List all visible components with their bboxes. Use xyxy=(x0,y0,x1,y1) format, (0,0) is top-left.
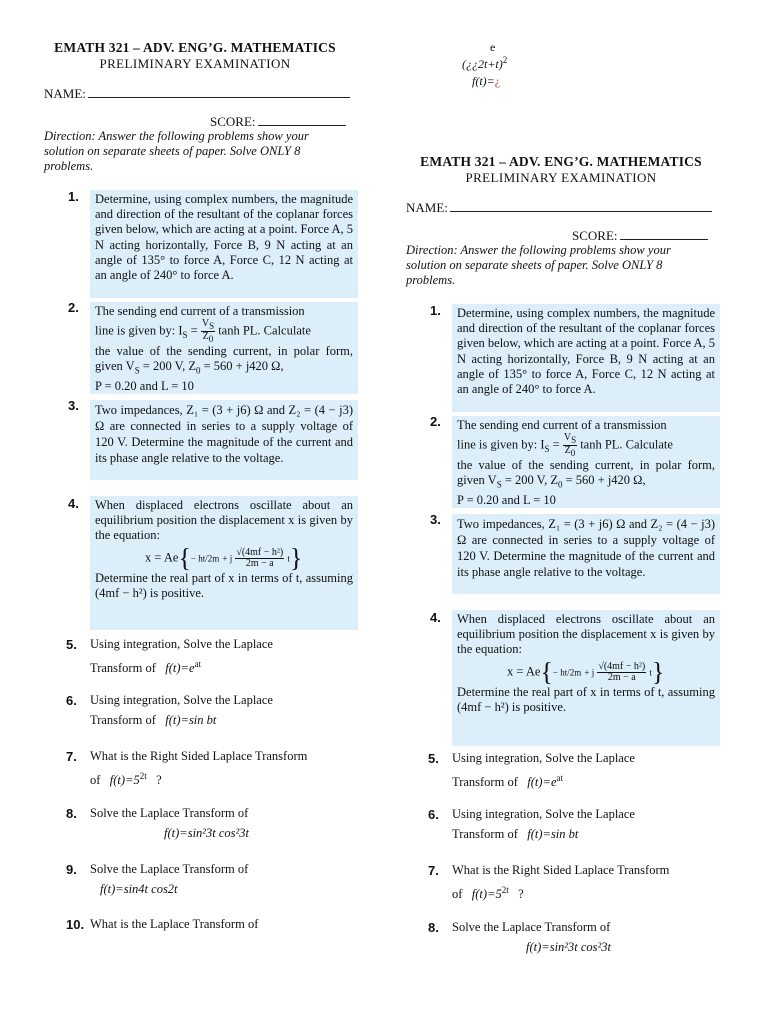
problem-6-text: Using integration, Solve the Laplace Transform of f(t)=sin bt xyxy=(90,693,273,727)
score-label-2: SCORE: xyxy=(572,228,618,243)
score-label: SCORE: xyxy=(210,114,256,129)
problem-4-text: When displaced electrons oscillate about an equilibrium position the displacement x is given by the equation: xyxy=(95,498,353,543)
problem-7-formula: f(t)=5 xyxy=(109,773,140,788)
direction-text: Direction: Answer the following problems show your solution on separate sheets of paper. Solve ONLY 8 problems. xyxy=(44,129,309,173)
exam-title-2: EMATH 321 – ADV. ENG’G. MATHEMATICS xyxy=(420,154,702,169)
problem-10-text: What is the Laplace Transform of xyxy=(90,917,259,931)
exam-subtitle-2: PRELIMINARY EXAMINATION xyxy=(465,170,657,185)
direction-text-2: Direction: Answer the following problems show your solution on separate sheets of paper. Solve ONLY 8 problems. xyxy=(406,243,671,287)
problem-9-text: Solve the Laplace Transform of f(t)=sin4t cos2t xyxy=(90,862,249,896)
problem-9-formula: f(t)=sin4t cos2t xyxy=(100,882,178,896)
problem-2-box xyxy=(90,302,358,394)
problem-2-fraction: $\frac{V_S}{Z_0}$ xyxy=(201,318,215,345)
problem-5-formula: f(t)=e xyxy=(165,661,195,676)
problem-1-number-2: 1. xyxy=(430,303,441,318)
problem-1-number: 1. xyxy=(68,189,79,204)
score-rule xyxy=(258,114,346,126)
name-rule xyxy=(88,86,350,98)
problem-3-box-2: Two impedances, Z₁ = (3 + j6) Ω and Z₂ = (4 − j3) Ω are connected in series to a supply voltage of 120 V. Determine the magnitude of the current and its phase angle relative to the voltage. xyxy=(452,514,720,594)
problem-1-box-2: Determine, using complex numbers, the magnitude and direction of the resultant of the coplanar forces given below, which are acting at a point. Force A, 5 N acting horizontally, Force B, 9 N acting at an angle of 135° to force A, Force C, 12 N acting at an angle of 240° to force A. xyxy=(452,304,720,412)
problem-3-box: Two impedances, Z₁ = (3 + j6) Ω and Z₂ = (4 − j3) Ω are connected in series to a supply voltage of 120 V. Determine the magnitude of the current and its phase angle relative to the voltage. xyxy=(90,400,358,480)
problem-2-line4: P = 0.20 and L = 10 xyxy=(95,379,194,394)
problem-9-number: 9. xyxy=(66,862,77,877)
problem-2-line3: the value of the sending current, in polar form, given $V_S = 200$ V, $Z_0 = 560 + j420$ Ω, xyxy=(95,344,353,376)
problem-10-number: 10. xyxy=(66,917,85,932)
score-field-2[interactable] xyxy=(572,228,708,244)
problem-5-number-2: 5. xyxy=(428,751,439,766)
name-label-2: NAME: xyxy=(406,200,448,215)
problem-7-text-2: What is the Right Sided Laplace Transform of $f(t)=5^{2t}$ ? xyxy=(452,863,670,902)
exam-subtitle: PRELIMINARY EXAMINATION xyxy=(99,56,291,71)
problem-8-number-2: 8. xyxy=(428,920,439,935)
problem-2-line1: The sending end current of a transmission xyxy=(95,304,305,318)
fragment-e: e xyxy=(490,40,496,54)
problem-4-tail: Determine the real part of x in terms of t, assuming (4mf − h²) is positive. xyxy=(95,570,353,600)
fragment-paren: (¿¿2t+t)$^2$ xyxy=(462,55,508,71)
problem-8-number: 8. xyxy=(66,806,77,821)
name-field[interactable] xyxy=(44,86,350,102)
problem-8-text: Solve the Laplace Transform of f(t)=sin²3t cos²3t xyxy=(90,806,250,840)
problem-7-number: 7. xyxy=(66,749,77,764)
problem-7-number-2: 7. xyxy=(428,863,439,878)
fragment-fline: f(t)=¿ xyxy=(472,74,501,88)
problem-3-number-2: 3. xyxy=(430,512,441,527)
problem-5-text: Using integration, Solve the Laplace Transform of $f(t)=e^{at}$ xyxy=(90,637,273,676)
problem-2-box-2: The sending end current of a transmission line is given by: $I_S$ = $\frac{V_S}{Z_0}$ tanh PL. Calculate the value of the sending current, in polar form, given $V_S = 200$ V, $Z_0 = 560 + j420$ Ω, P = 0.20 and L = 10 xyxy=(452,416,720,508)
problem-2-line2: line is given by: $I_S$ = $\frac{V_S}{Z_0}$ tanh PL. Calculate xyxy=(95,318,311,345)
problem-6-formula: f(t)=sin bt xyxy=(165,713,217,727)
problem-6-number: 6. xyxy=(66,693,77,708)
problem-2-number: 2. xyxy=(68,300,79,315)
exam-title: EMATH 321 – ADV. ENG’G. MATHEMATICS xyxy=(54,40,336,55)
problem-4-box xyxy=(90,496,358,630)
problem-1-box: Determine, using complex numbers, the magnitude and direction of the resultant of the coplanar forces given below, which are acting at a point. Force A, 5 N acting horizontally, Force B, 9 N acting at an angle of 135° to force A, Force C, 12 N acting at an angle of 240° to force A. xyxy=(90,190,358,298)
name-label: NAME: xyxy=(44,86,86,101)
problem-4-equation: x = Ae{− ht/2m + j $\frac{\text{√(4mf − h²)}}{2m - a}$ t} xyxy=(145,543,303,573)
problem-4-number-2: 4. xyxy=(430,610,441,625)
name-rule-2 xyxy=(450,200,712,212)
problem-2-number-2: 2. xyxy=(430,414,441,429)
problem-4-number: 4. xyxy=(68,496,79,511)
problem-8-formula: f(t)=sin²3t cos²3t xyxy=(164,826,250,840)
problem-3-number: 3. xyxy=(68,398,79,413)
problem-8-text-2: Solve the Laplace Transform of f(t)=sin²3t cos²3t xyxy=(452,920,612,954)
score-field[interactable] xyxy=(210,114,346,130)
problem-7-text: What is the Right Sided Laplace Transform of $f(t)=5^{2t}$ ? xyxy=(90,749,308,788)
score-rule-2 xyxy=(620,228,708,240)
problem-6-number-2: 6. xyxy=(428,807,439,822)
problem-5-text-2: Using integration, Solve the Laplace Transform of $f(t)=e^{at}$ xyxy=(452,751,635,790)
problem-5-number: 5. xyxy=(66,637,77,652)
problem-4-box-2: When displaced electrons oscillate about an equilibrium position the displacement x is given by the equation: x = Ae{− ht/2m + j $\frac{\text{√(4mf − h²)}}{2m - a}$ t} Determine the real part of x in terms of t, assuming (4mf − h²) is positive. xyxy=(452,610,720,746)
problem-6-text-2: Using integration, Solve the Laplace Transform of f(t)=sin bt xyxy=(452,807,635,841)
name-field-2[interactable] xyxy=(406,200,712,216)
